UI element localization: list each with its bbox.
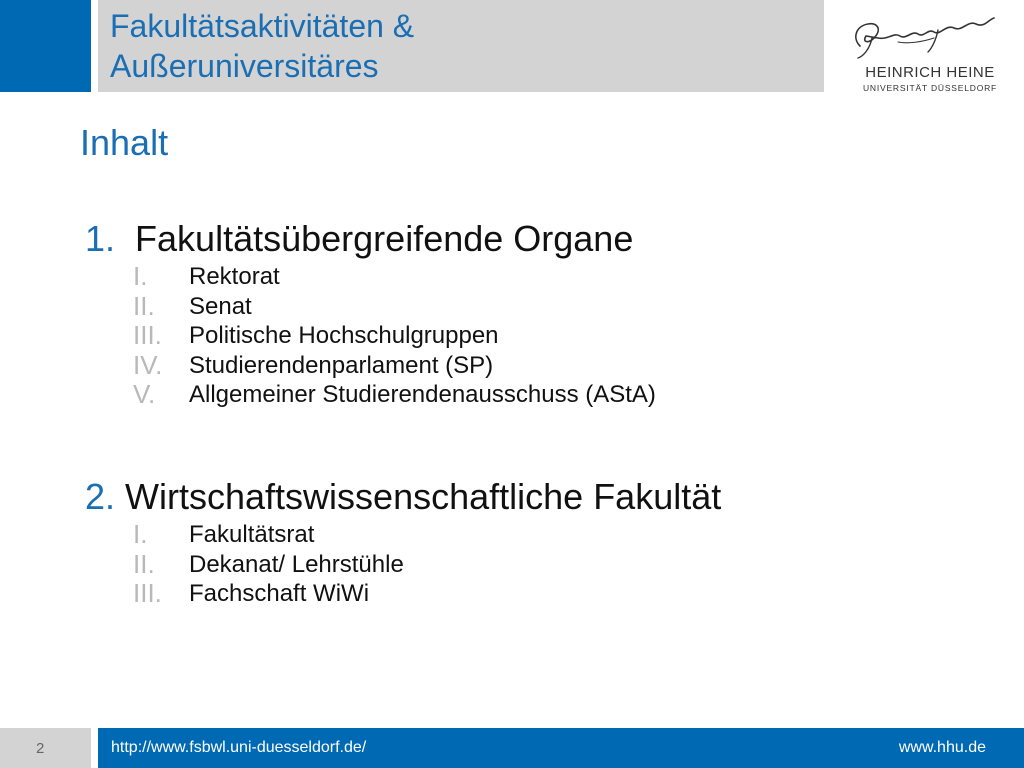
sub-list (85, 520, 721, 609)
sub-item-numeral: IV. (133, 349, 163, 380)
agenda-item-label: Wirtschaftswissenschaftliche Fakultät (125, 476, 722, 517)
sub-item-numeral: III. (133, 320, 162, 350)
agenda-item-number: 2. (85, 476, 116, 517)
sub-item (85, 321, 656, 351)
signature-icon (838, 8, 998, 62)
page-number: 2 (36, 740, 45, 757)
sub-item-numeral: V. (133, 379, 156, 409)
sub-item-numeral: I. (133, 519, 148, 549)
sub-list (85, 262, 656, 410)
footer-site-link[interactable]: www.hhu.de (898, 739, 986, 756)
sub-item-numeral: II. (133, 548, 155, 579)
logo-university: UNIVERSITÄT DÜSSELDORF (862, 83, 998, 93)
footer-page-box (0, 728, 91, 768)
footer-bar (98, 728, 1024, 768)
sub-item-label: Studierendenparlament (SP) (189, 351, 494, 379)
sub-item-numeral: I. (133, 261, 148, 291)
agenda-item-title (85, 474, 721, 520)
sub-item (85, 579, 721, 609)
sub-item-label: Allgemeiner Studierendenausschuss (AStA) (189, 381, 656, 408)
sub-item-label: Rektorat (189, 263, 280, 290)
sub-item (85, 520, 721, 550)
sub-item-label: Senat (189, 292, 252, 320)
slide-title (110, 6, 810, 86)
university-logo (838, 8, 998, 98)
sub-item-label: Dekanat/ Lehrstühle (189, 550, 404, 578)
slide-title-line2: Außeruniversitäres (110, 48, 379, 84)
sub-item (85, 292, 656, 322)
sub-item-label: Fachschaft WiWi (189, 580, 370, 607)
sub-item-label: Politische Hochschulgruppen (189, 322, 499, 349)
agenda-item-1 (85, 216, 656, 410)
logo-name: HEINRICH HEINE (865, 64, 995, 81)
agenda-item-title (85, 216, 656, 262)
sub-item (85, 351, 656, 381)
header-accent (0, 0, 91, 92)
agenda-item-2 (85, 474, 721, 609)
sub-item (85, 380, 656, 410)
footer-url-link[interactable]: http://www.fsbwl.uni-duesseldorf.de/ (111, 739, 367, 756)
sub-item (85, 262, 656, 292)
agenda-item-number: 1. (85, 218, 116, 259)
slide-title-line1: Fakultätsaktivitäten & (110, 8, 415, 44)
sub-item-numeral: II. (133, 290, 155, 321)
sub-item (85, 550, 721, 580)
section-heading: Inhalt (80, 122, 169, 163)
sub-item-numeral: III. (133, 578, 162, 608)
footer (0, 728, 1024, 768)
sub-item-label: Fakultätsrat (189, 521, 315, 548)
agenda-item-label: Fakultätsübergreifende Organe (135, 218, 634, 259)
